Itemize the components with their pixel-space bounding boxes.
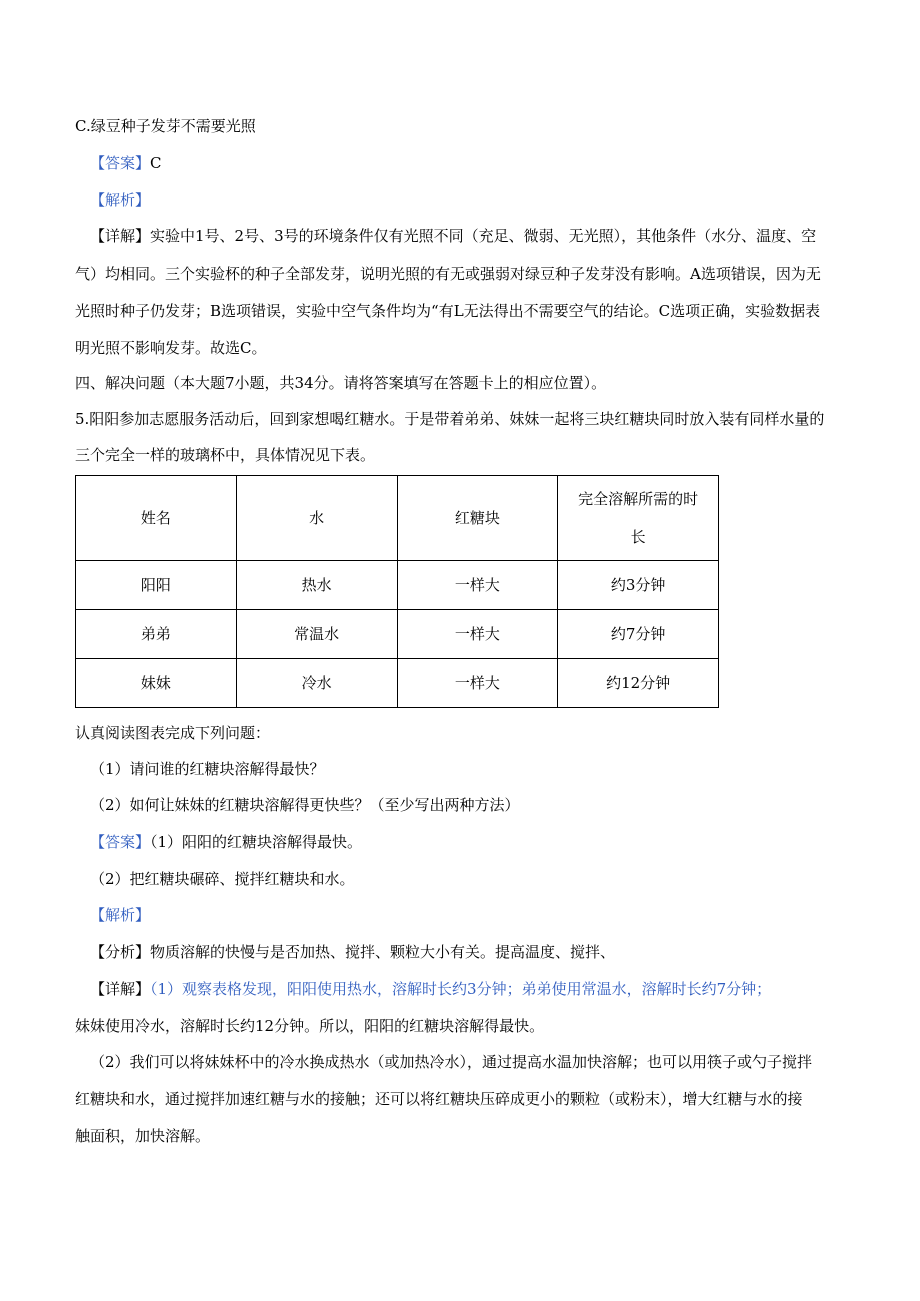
table-cell: 冷水 bbox=[236, 659, 397, 708]
table-row bbox=[76, 561, 719, 610]
q5-sub-question: （2）如何让妹妹的红糖块溶解得更快些？（至少写出两种方法） bbox=[90, 796, 520, 814]
header-cell-sugar: 红糖块 bbox=[397, 476, 558, 561]
q5-analysis-line bbox=[90, 942, 860, 962]
table-cell: 约3分钟 bbox=[558, 561, 719, 610]
table-header-row bbox=[76, 476, 719, 561]
answer-tag: 【答案】 bbox=[90, 833, 151, 851]
table-cell: 妹妹 bbox=[76, 659, 237, 708]
q4-detail-line: 气）均相同。三个实验杯的种子全部发芽，说明光照的有无或强弱对绿豆种子发芽没有影响。A选项错误，因为无 bbox=[75, 265, 821, 283]
section-four-heading: 四、解决问题（本大题7小题，共34分。请将答案填写在答题卡上的相应位置）。 bbox=[75, 374, 607, 392]
table-cell: 常温水 bbox=[236, 610, 397, 659]
table-cell: 阳阳 bbox=[76, 561, 237, 610]
q5-stem-line: 三个完全一样的玻璃杯中，具体情况见下表。 bbox=[75, 446, 376, 464]
analysis-prefix: 【分析】 bbox=[90, 943, 151, 961]
answer-text: （1）阳阳的红糖块溶解得最快。 bbox=[150, 833, 363, 851]
header-cell-time bbox=[558, 476, 719, 561]
q5-answer-line: （2）把红糖块碾碎、搅拌红糖块和水。 bbox=[90, 870, 355, 888]
q5-answer-line bbox=[90, 832, 860, 852]
table-cell: 一样大 bbox=[397, 610, 558, 659]
q4-analysis-tag: 【解析】 bbox=[90, 191, 151, 209]
table-row bbox=[76, 659, 719, 708]
table-row bbox=[76, 610, 719, 659]
header-time-part1: 完全溶解所需的时 bbox=[578, 490, 699, 508]
q5-prompt: 认真阅读图表完成下列问题： bbox=[75, 724, 271, 742]
table-cell: 约7分钟 bbox=[558, 610, 719, 659]
table-cell: 一样大 bbox=[397, 561, 558, 610]
detail-tag: 【详解】 bbox=[90, 980, 151, 998]
dissolve-table bbox=[75, 475, 719, 708]
q5-detail-line: （2）我们可以将妹妹杯中的冷水换成热水（或加热冷水），通过提高水温加快溶解；也可以用筷子或勺子搅拌 bbox=[90, 1053, 813, 1071]
q4-answer bbox=[90, 153, 860, 173]
q5-detail-line bbox=[90, 979, 860, 999]
table-cell: 弟弟 bbox=[76, 610, 237, 659]
q5-detail-line: 妹妹使用冷水，溶解时长约12分钟。所以，阳阳的红糖块溶解得最快。 bbox=[75, 1017, 545, 1035]
q5-sub-question: （1）请问谁的红糖块溶解得最快？ bbox=[90, 760, 325, 778]
detail-tag: 【详解】 bbox=[90, 227, 151, 245]
header-time-part2: 长 bbox=[630, 528, 646, 546]
q5-detail-line: 红糖块和水，通过搅拌加速红糖与水的接触；还可以将红糖块压碎成更小的颗粒（或粉末），增大红糖与水的接 bbox=[75, 1090, 803, 1108]
table-cell: 约12分钟 bbox=[558, 659, 719, 708]
detail-text: 实验中1号、2号、3号的环境条件仅有光照不同（充足、微弱、无光照），其他条件（水分、温度、空 bbox=[150, 227, 817, 245]
q4-option-c: C.绿豆种子发芽不需要光照 bbox=[75, 117, 256, 135]
q5-detail-line: 触面积，加快溶解。 bbox=[75, 1127, 211, 1145]
q5-analysis-tag: 【解析】 bbox=[90, 906, 151, 924]
answer-value: C bbox=[150, 154, 162, 172]
header-cell-name: 姓名 bbox=[76, 476, 237, 561]
header-cell-water: 水 bbox=[236, 476, 397, 561]
q4-detail-line: 光照时种子仍发芽；B选项错误，实验中空气条件均为“有L无法得出不需要空气的结论。C选项正确，实验数据表 bbox=[75, 302, 821, 320]
detail-text: （1）观察表格发现，阳阳使用热水，溶解时长约3分钟；弟弟使用常温水，溶解时长约7分钟； bbox=[150, 980, 772, 998]
table-cell: 一样大 bbox=[397, 659, 558, 708]
q4-detail-line: 明光照不影响发芽。故选C。 bbox=[75, 339, 267, 357]
answer-tag: 【答案】 bbox=[90, 154, 151, 172]
q5-stem-line: 5.阳阳参加志愿服务活动后，回到家想喝红糖水。于是带着弟弟、妹妹一起将三块红糖块同时放入装有同样水量的 bbox=[75, 410, 825, 428]
analysis-text: 物质溶解的快慢与是否加热、搅拌、颗粒大小有关。提高温度、搅拌、 bbox=[150, 943, 616, 961]
table-cell: 热水 bbox=[236, 561, 397, 610]
q4-detail-line bbox=[90, 226, 860, 246]
